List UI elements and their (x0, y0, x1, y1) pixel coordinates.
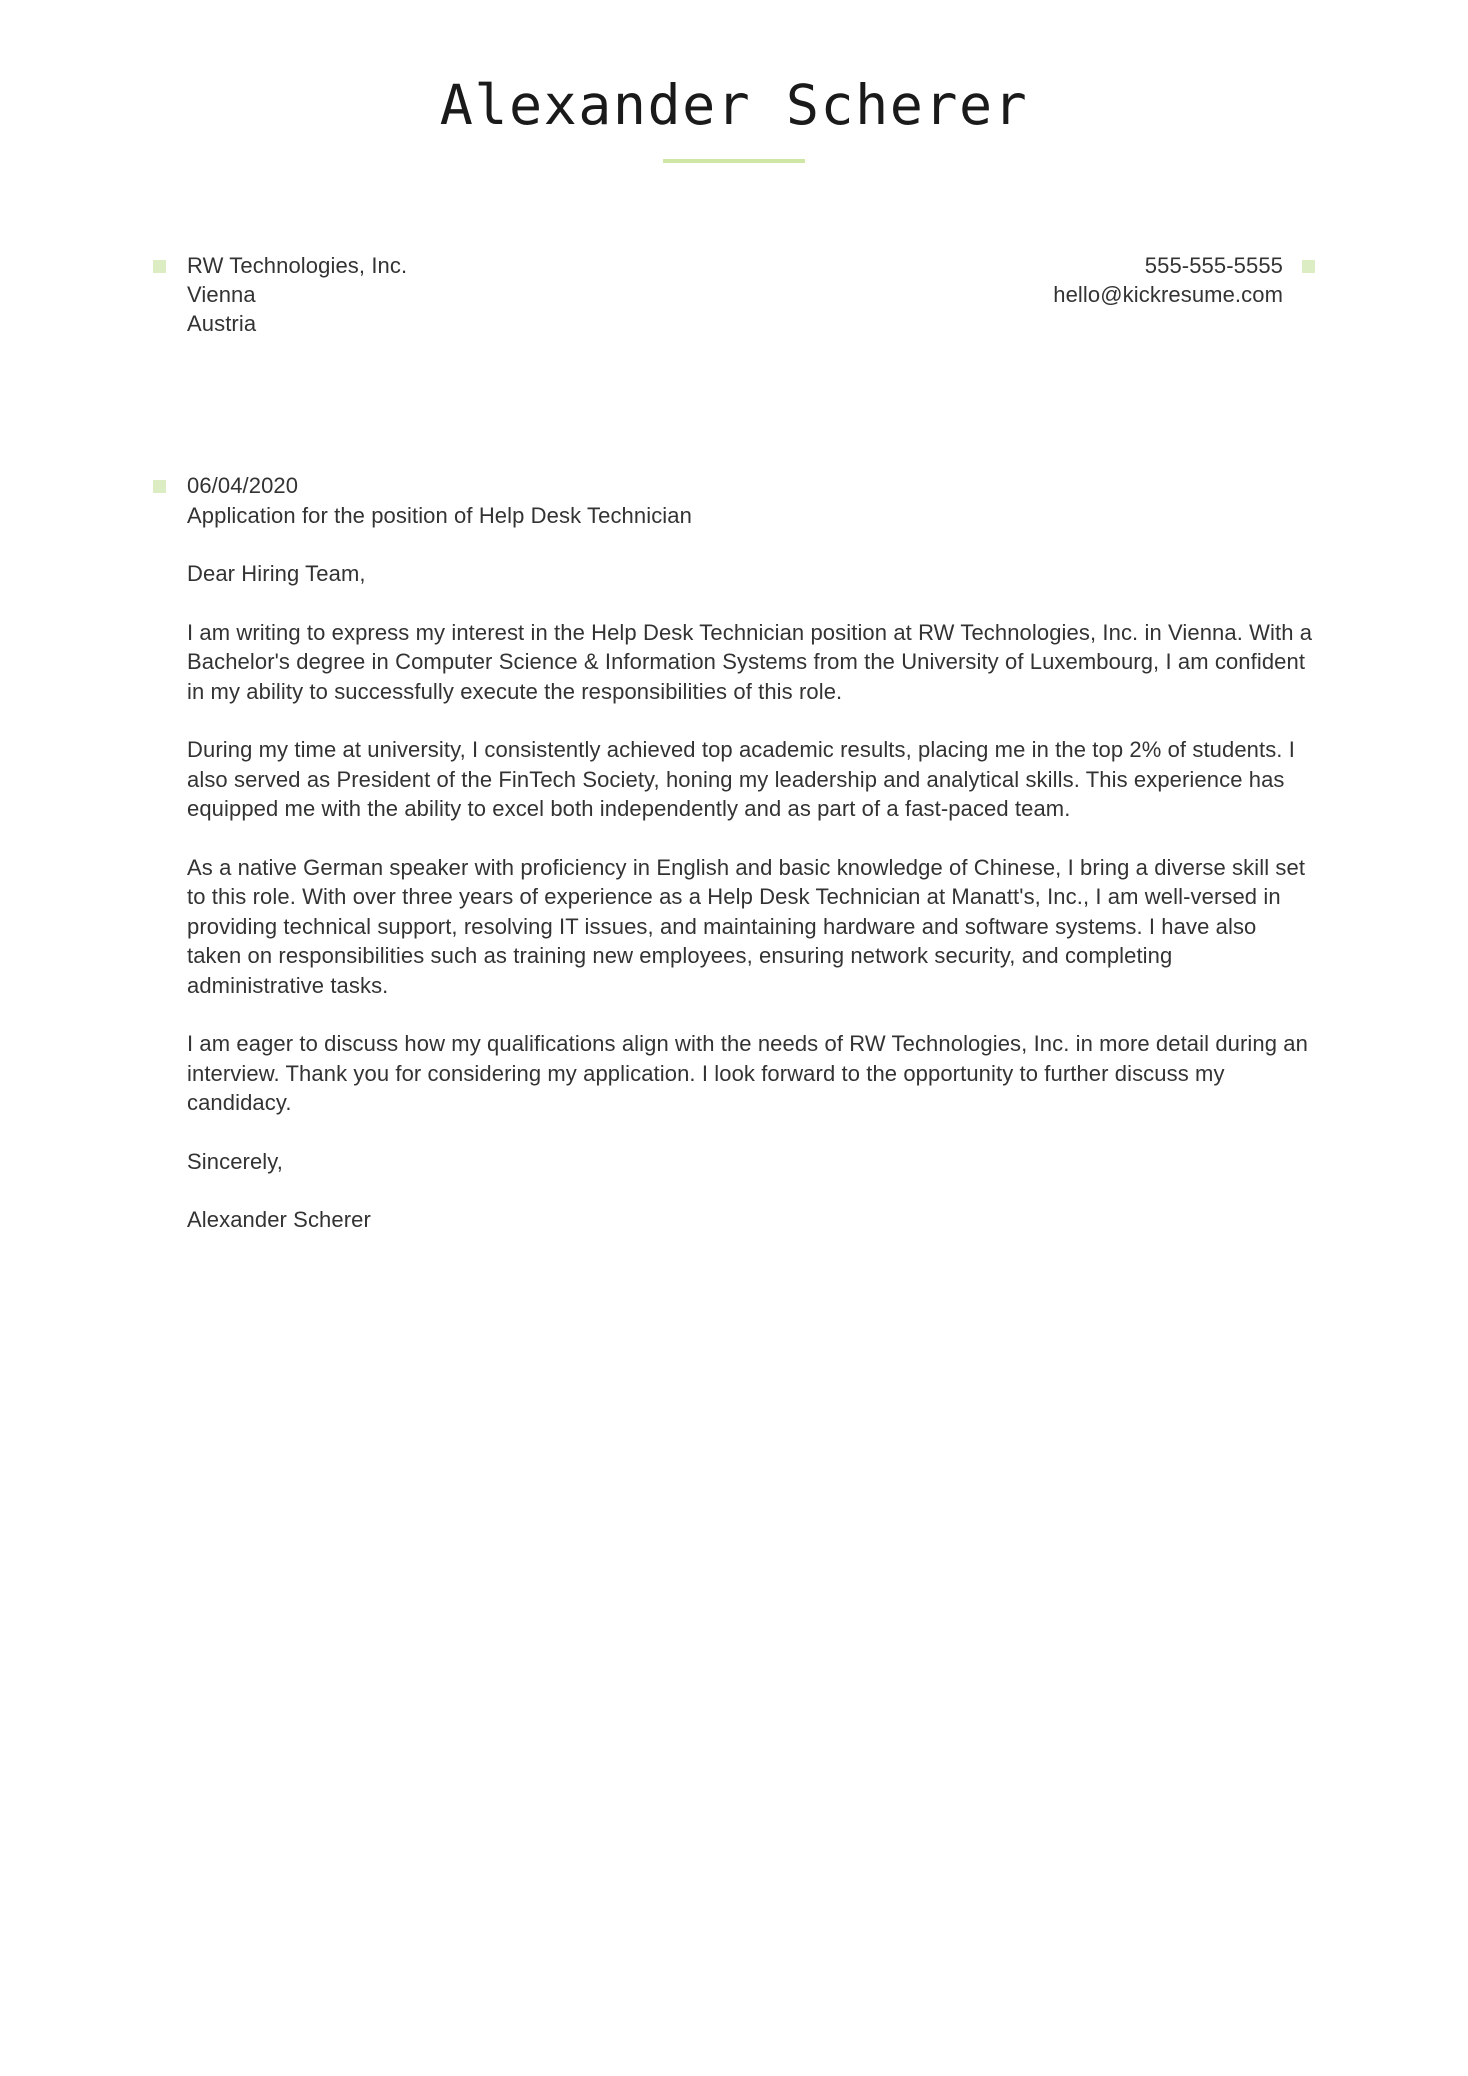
letter-subject: Application for the position of Help Desk Technician (187, 502, 692, 528)
square-marker-icon (1302, 260, 1315, 273)
contact-phone[interactable]: 555-555-5555 (1144, 253, 1283, 278)
contact-lines (1053, 251, 1283, 309)
letter-closing: Sincerely, (187, 1148, 283, 1174)
letter-header (0, 0, 1468, 163)
recipient-city: Vienna (187, 282, 256, 307)
letter-body (153, 338, 1315, 1235)
letter-paragraph: I am eager to discuss how my qualifications align with the needs of RW Technologies, Inc. in more detail during an interview. Thank you for considering my application. I look forward to the opportunity to further discuss my candidacy. (187, 1031, 1308, 1115)
letter-paragraph: As a native German speaker with proficiency in English and basic knowledge of Chinese, I bring a diverse skill set to this role. With over three years of experience as a Help Desk Technician at Manatt's, Inc., I am well-versed in providing technical support, resolving IT issues, and maintaining hardware and software systems. I have also taken on responsibilities such as training new employees, ensuring network security, and completing administrative tasks. (187, 854, 1306, 998)
recipient-country: Austria (187, 311, 257, 336)
address-row (153, 163, 1315, 338)
recipient-lines (187, 251, 407, 338)
square-marker-icon (153, 260, 166, 273)
letter-salutation: Dear Hiring Team, (187, 561, 366, 586)
letter-body-inner (153, 471, 1315, 1235)
letter-paragraph: During my time at university, I consistently achieved top academic results, placing me in the top 2% of students. I also served as President of the FinTech Society, honing my leadership and analytical skills. This experience has equipped me with the ability to excel both independently and as part of a fast-paced team. (187, 737, 1295, 821)
letter-paragraph: I am writing to express my interest in the Help Desk Technician position at RW Technologies, Inc. in Vienna. With a Bachelor's degree in Computer Science & Information Systems from the University of Luxembourg, I am confident in my ability to successfully execute the responsibilities of this role. (187, 619, 1313, 704)
square-marker-icon (153, 480, 166, 493)
letter-content (187, 471, 1315, 1235)
page-title: Alexander Scherer (439, 73, 1029, 137)
recipient-block (153, 251, 407, 338)
recipient-company: RW Technologies, Inc. (187, 253, 408, 278)
contact-block (1053, 251, 1315, 309)
letter-signature: Alexander Scherer (187, 1207, 371, 1232)
contact-email[interactable]: hello@kickresume.com (1053, 282, 1283, 307)
letter-date: 06/04/2020 (187, 473, 299, 498)
